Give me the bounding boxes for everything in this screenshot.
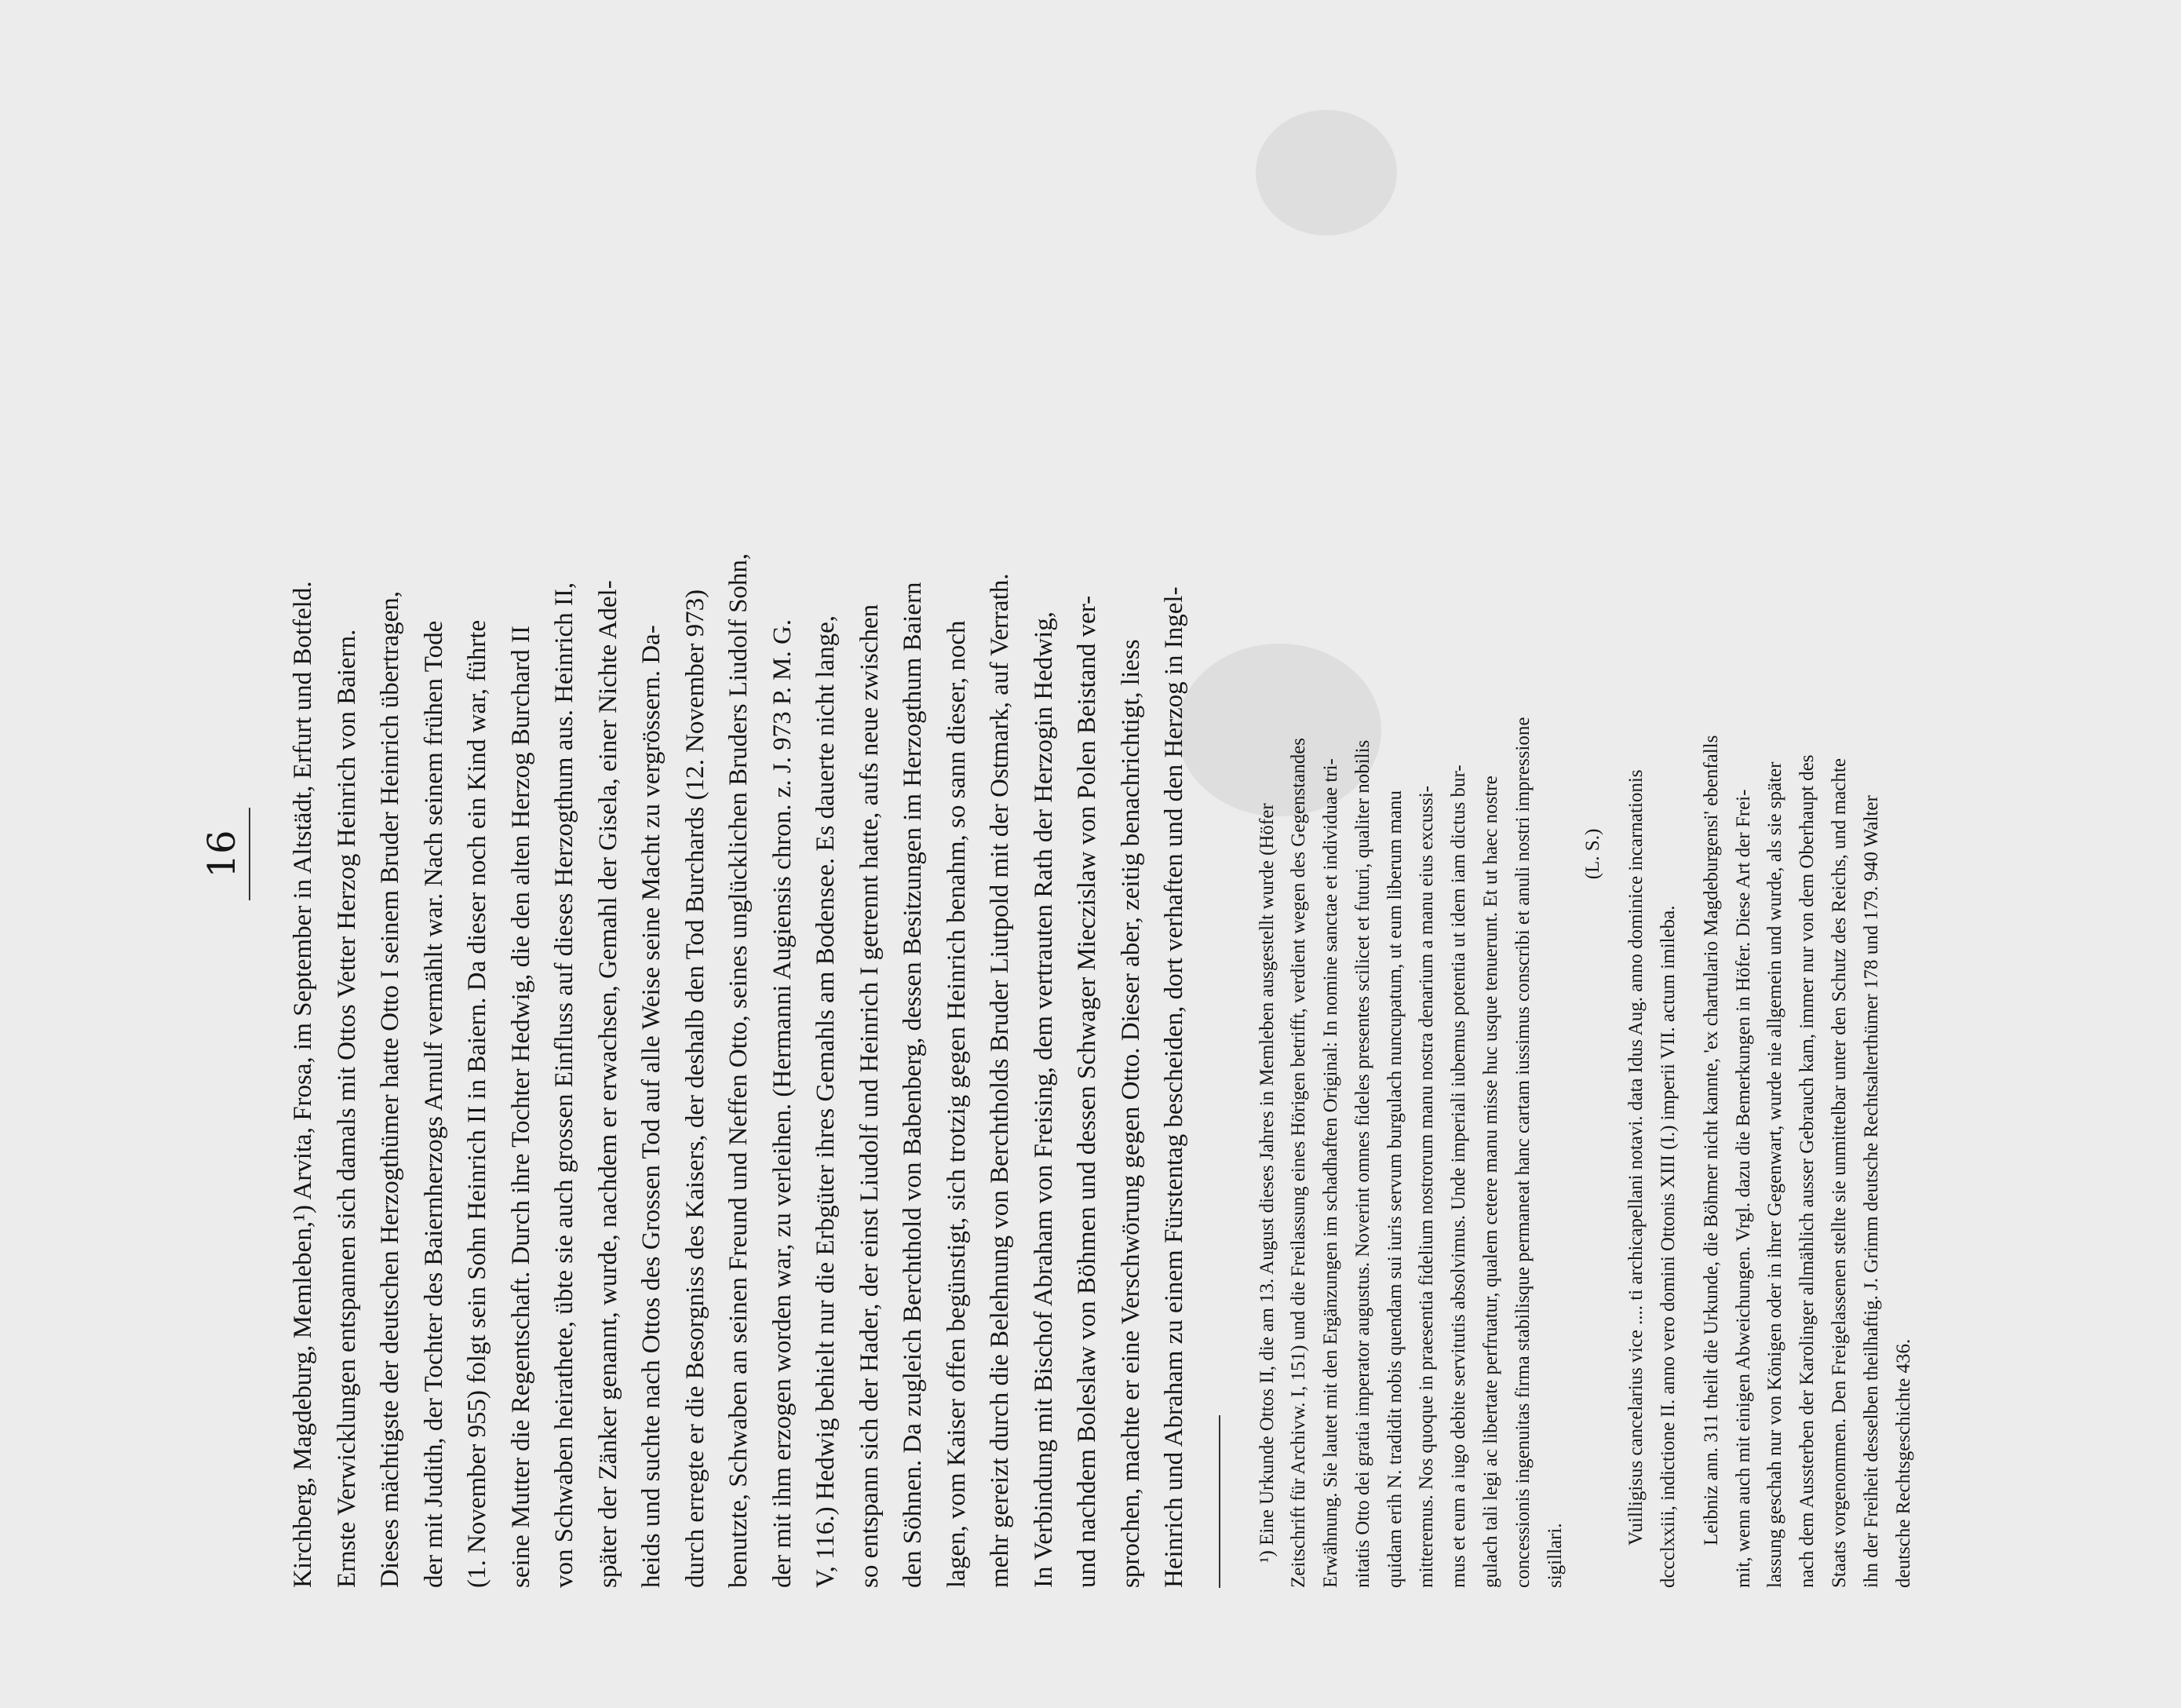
body-line: und nachdem Boleslaw von Böhmen und dessen Schwager Mieczislaw von Polen Beistand ver-: [1073, 595, 1101, 1588]
body-line: V, 116.) Hedwig behielt nur die Erbgüter ihres Gemahls am Bodensee. Es dauerte nicht lange,: [811, 615, 840, 1588]
footnote-line: nitatis Otto dei gratia imperator augustus. Noverint omnes fideles presentes scilicet et futuri, qualiter nobilis: [1351, 739, 1373, 1588]
body-line: von Schwaben heirathete, übte sie auch grossen Einfluss auf dieses Herzogthum aus. Heinrich II,: [550, 582, 578, 1588]
body-line: später der Zänker genannt, wurde, nachdem er erwachsen, Gemahl der Gisela, einer Nichte Adel-: [593, 580, 622, 1588]
body-line: der mit ihm erzogen worden war, zu verleihen. (Hermanni Augiensis chron. z. J. 973 P. M. G.: [768, 619, 797, 1588]
rotated-book-page: [133, 65, 2048, 1643]
body-line: (1. November 955) folgt sein Sohn Heinrich II in Baiern. Da dieser noch ein Kind war, führte: [463, 619, 491, 1588]
body-line: der mit Judith, der Tochter des Baiernherzogs Arnulf vermählt war. Nach seinem frühen Tode: [419, 620, 448, 1588]
body-line: benutzte, Schwaben an seinen Freund und Neffen Otto, seines unglücklichen Bruders Liudolf Sohn,: [724, 553, 753, 1588]
footnote-line: Vuilligisus cancelarius vice .... ti archicapellani notavi. data Idus Aug. anno dominice incarnationis: [1625, 769, 1647, 1546]
footnote-line: Erwähnung. Sie lautet mit den Ergänzungen im schadhaften Original: In nomine sanctae et individuae tri-: [1320, 758, 1342, 1588]
footnote-line: Leibniz ann. 311 theilt die Urkunde, die Böhmer nicht kannte, 'ex chartulario Magdeburgensi' ebenfalls: [1700, 735, 1722, 1546]
footnote-line: ¹) Eine Urkunde Ottos II, die am 13. August dieses Jahres in Memleben ausgestellt wurde (Höfer: [1256, 803, 1278, 1563]
body-line: Heinrich und Abraham zu einem Fürstentag bescheiden, dort verhaften und den Herzog in Ingel-: [1160, 586, 1188, 1588]
footnote-line: gulach tali legi ac libertate perfruatur, qualem cetere manu misse huc usque tenuerunt. Et ut haec nostre: [1480, 776, 1502, 1588]
footnotes: [1252, 120, 1920, 1588]
body-line: heids und suchte nach Ottos des Grossen Tod auf alle Weise seine Macht zu vergrössern. Da-: [637, 625, 666, 1588]
body-line: seine Mutter die Regentschaft. Durch ihre Tochter Hedwig, die den alten Herzog Burchard II: [506, 626, 535, 1588]
body-line: den Söhnen. Da zugleich Berchthold von Babenberg, dessen Besitzungen im Herzogthum Baiern: [899, 582, 927, 1588]
body-line: Kirchberg, Magdeburg, Memleben,¹) Arvita, Frosa, im September in Altstädt, Erfurt und Botfeld.: [289, 581, 317, 1588]
body-line: sprochen, machte er eine Verschwörung gegen Otto. Dieser aber, zeitig benachrichtigt, liess: [1116, 639, 1145, 1588]
footnote-line: Staats vorgenommen. Den Freigelassenen stellte sie unmittelbar unter den Schutz des Reichs, und machte: [1829, 758, 1851, 1588]
footnote-separator: [1219, 1415, 1220, 1588]
seal-mark: (L. S.): [1582, 828, 1604, 880]
body-line: Dieses mächtigste der deutschen Herzogthümer hatte Otto I seinem Bruder Heinrich übertragen,: [376, 590, 404, 1588]
footnote-line: ihn der Freiheit desselben theilhaftig. J. Grimm deutsche Rechtsalterthümer 178 und 179. 940 Walter: [1860, 795, 1882, 1588]
footnote-line: Zeitschrift für Archivw. I, 151) und die Freilassung eines Hörigen betrifft, verdient wegen des Gegenstandes: [1288, 737, 1310, 1588]
page-number: 16: [200, 830, 244, 878]
page-number-rule: [249, 808, 250, 900]
footnote-line: dccclxxiii, indictione II. anno vero domini Ottonis XIII (I.) imperii VII. actum imileba.: [1658, 905, 1680, 1588]
body-line: durch erregte er die Besorgniss des Kaisers, der deshalb den Tod Burchards (12. November 973): [680, 589, 709, 1588]
footnote-line: mitteremus. Nos quoque in praesentia fidelium nostrorum manu nostra denarium a manu eius excussi-: [1416, 786, 1438, 1588]
footnote-line: lassung geschah nur von Königen oder in ihrer Gegenwart, wurde nie allgemein und wurde, als sie später: [1764, 761, 1786, 1588]
body-line: lagen, vom Kaiser offen begünstigt, sich trotzig gegen Heinrich benahm, so sann dieser, noch: [942, 620, 971, 1588]
main-body-text: [282, 120, 1197, 1588]
footnote-line: quidam erih N. tradidit nobis quendam sui iuris servum burgulach nuncupatum, ut eum liberum manu: [1384, 790, 1406, 1588]
body-line: In Verbindung mit Bischof Abraham von Freising, dem vertrauten Rath der Herzogin Hedwig,: [1029, 611, 1058, 1588]
body-line: so entspann sich der Hader, der einst Liudolf und Heinrich I getrennt hatte, aufs neue zwischen: [855, 604, 884, 1588]
body-line: Ernste Verwicklungen entspannen sich damals mit Ottos Vetter Herzog Heinrich von Baiern.: [332, 629, 361, 1588]
footnote-line: sigillari.: [1544, 1523, 1566, 1588]
footnote-line: mit, wenn auch mit einigen Abweichungen. Vrgl. dazu die Bemerkungen in Höfer. Diese Art der Frei-: [1732, 789, 1754, 1588]
footnote-line: mus et eum a iugo debite servitutis absolvimus. Unde imperiali iubemus potentia ut idem iam dictus bur-: [1448, 765, 1470, 1588]
footnote-line: nach dem Aussterben der Karolinger allmählich ausser Gebrauch kam, immer nur von dem Oberhaupt des: [1796, 754, 1818, 1588]
footnote-line: concessionis ingenuitas firma stabilisque permaneat hanc cartam iussimus conscribi et anuli nostri impressione: [1512, 717, 1534, 1588]
footnote-line: deutsche Rechtsgeschichte 436.: [1892, 1338, 1914, 1588]
body-line: mehr gereizt durch die Belehnung von Berchtholds Bruder Liutpold mit der Ostmark, auf Verrath.: [986, 573, 1014, 1588]
